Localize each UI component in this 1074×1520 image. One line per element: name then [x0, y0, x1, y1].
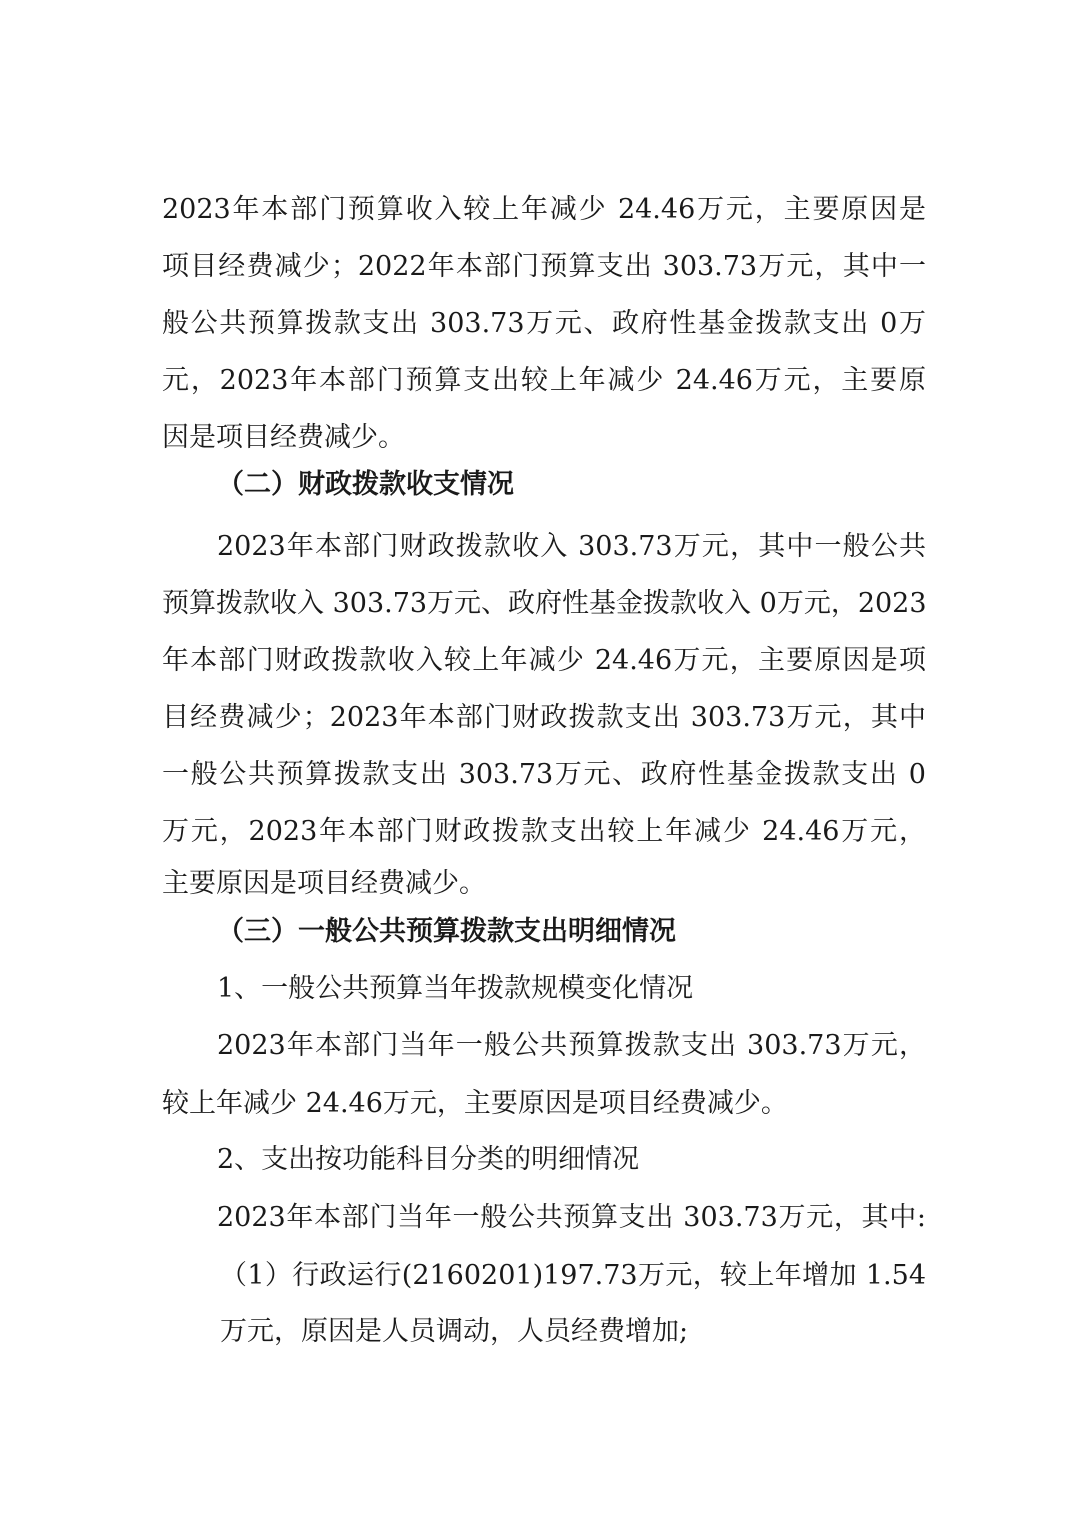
paragraph-line: 一般公共预算拨款支出 303.73万元、政府性基金拨款支出 0: [162, 759, 926, 790]
paragraph-line: 2023年本部门预算收入较上年减少 24.46万元，主要原因是: [162, 194, 926, 225]
subheading-2: 2、支出按功能科目分类的明细情况: [217, 1144, 640, 1175]
paragraph-line: 般公共预算拨款支出 303.73万元、政府性基金拨款支出 0万: [162, 308, 926, 339]
paragraph-line: 目经费减少；2023年本部门财政拨款支出 303.73万元，其中: [162, 702, 926, 733]
list-item: （1）行政运行(2160201)197.73万元，较上年增加 1.54: [220, 1260, 926, 1291]
paragraph-line: 元，2023年本部门预算支出较上年减少 24.46万元，主要原: [162, 365, 926, 396]
paragraph-line: 因是项目经费减少。: [162, 422, 405, 453]
paragraph-line: 2023年本部门当年一般公共预算拨款支出 303.73万元，: [217, 1030, 926, 1061]
subheading-1: 1、一般公共预算当年拨款规模变化情况: [217, 973, 694, 1004]
paragraph-line: 万元，2023年本部门财政拨款支出较上年减少 24.46万元，: [162, 816, 926, 847]
paragraph-line: 年本部门财政拨款收入较上年减少 24.46万元，主要原因是项: [162, 645, 926, 676]
paragraph-line: 预算拨款收入 303.73万元、政府性基金拨款收入 0万元，2023: [162, 588, 927, 619]
section-heading-3: （三）一般公共预算拨款支出明细情况: [217, 916, 676, 947]
section-heading-2: （二）财政拨款收支情况: [217, 469, 514, 500]
paragraph-line: 较上年减少 24.46万元，主要原因是项目经费减少。: [162, 1088, 788, 1119]
list-item-continuation: 万元，原因是人员调动，人员经费增加;: [220, 1316, 689, 1347]
paragraph-line: 2023年本部门财政拨款收入 303.73万元，其中一般公共: [217, 531, 926, 562]
paragraph-line: 2023年本部门当年一般公共预算支出 303.73万元，其中:: [217, 1202, 926, 1233]
paragraph-line: 项目经费减少；2022年本部门预算支出 303.73万元，其中一: [162, 251, 926, 282]
paragraph-line: 主要原因是项目经费减少。: [162, 868, 486, 899]
